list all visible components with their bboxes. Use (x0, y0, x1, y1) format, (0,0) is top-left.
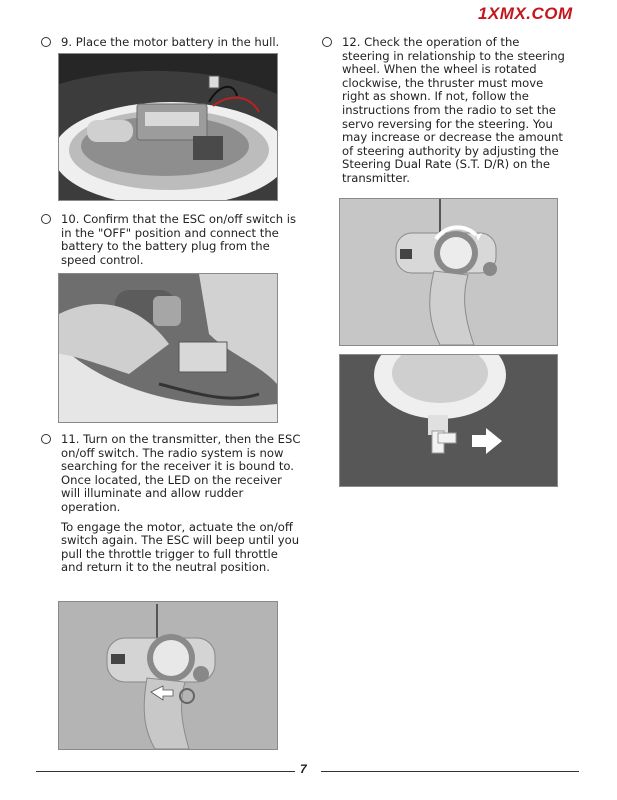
step-9 (61, 36, 301, 50)
battery-hull-illustration (59, 54, 277, 200)
step-9-text: 9. Place the motor battery in the hull. (61, 35, 280, 49)
footer-rule-right (321, 771, 579, 772)
photo-transmitter-switch (58, 601, 278, 750)
thruster-illustration (340, 355, 557, 486)
photo-thruster (339, 354, 558, 487)
bullet-icon (41, 434, 51, 444)
step-11-text-2: To engage the motor, actuate the on/off switch again. The ESC will beep until you pull the throttle trigger to full throttle and return it to the neutral position. (61, 519, 300, 575)
steering-wheel-illustration (340, 199, 557, 345)
step-10-text: 10. Confirm that the ESC on/off switch is in the "OFF" position and connect the battery to the battery plug from the speed control. (61, 212, 296, 267)
step-12 (342, 36, 570, 186)
bullet-icon (41, 37, 51, 47)
step-12-text: 12. Check the operation of the steering in relationship to the steering wheel. When the wheel is rotated clockwise, the thruster must move right as shown. If not, follow the instructions from the radio to set the servo reversing for the steering. You may increase or decrease the amount of steering authority by adjusting the Steering Dual Rate (S.T. D/R) on the transmitter. (342, 35, 565, 185)
bullet-icon (322, 37, 332, 47)
footer-rule-left (36, 771, 295, 772)
step-11-text: 11. Turn on the transmitter, then the ESC on/off switch. The radio system is now searching for the receiver it is bound to. Once located, the LED on the receiver will illuminate and allow rudder operation. (61, 432, 301, 514)
page-number: 7 (300, 762, 307, 776)
transmitter-illustration (59, 602, 277, 749)
photo-battery-connection (58, 273, 278, 423)
step-11 (61, 433, 301, 575)
brand-logo: 1XMX.COM (478, 4, 573, 23)
step-10 (61, 213, 301, 267)
bullet-icon (41, 214, 51, 224)
photo-steering-wheel (339, 198, 558, 346)
photo-battery-in-hull (58, 53, 278, 201)
battery-connection-illustration (59, 274, 277, 422)
